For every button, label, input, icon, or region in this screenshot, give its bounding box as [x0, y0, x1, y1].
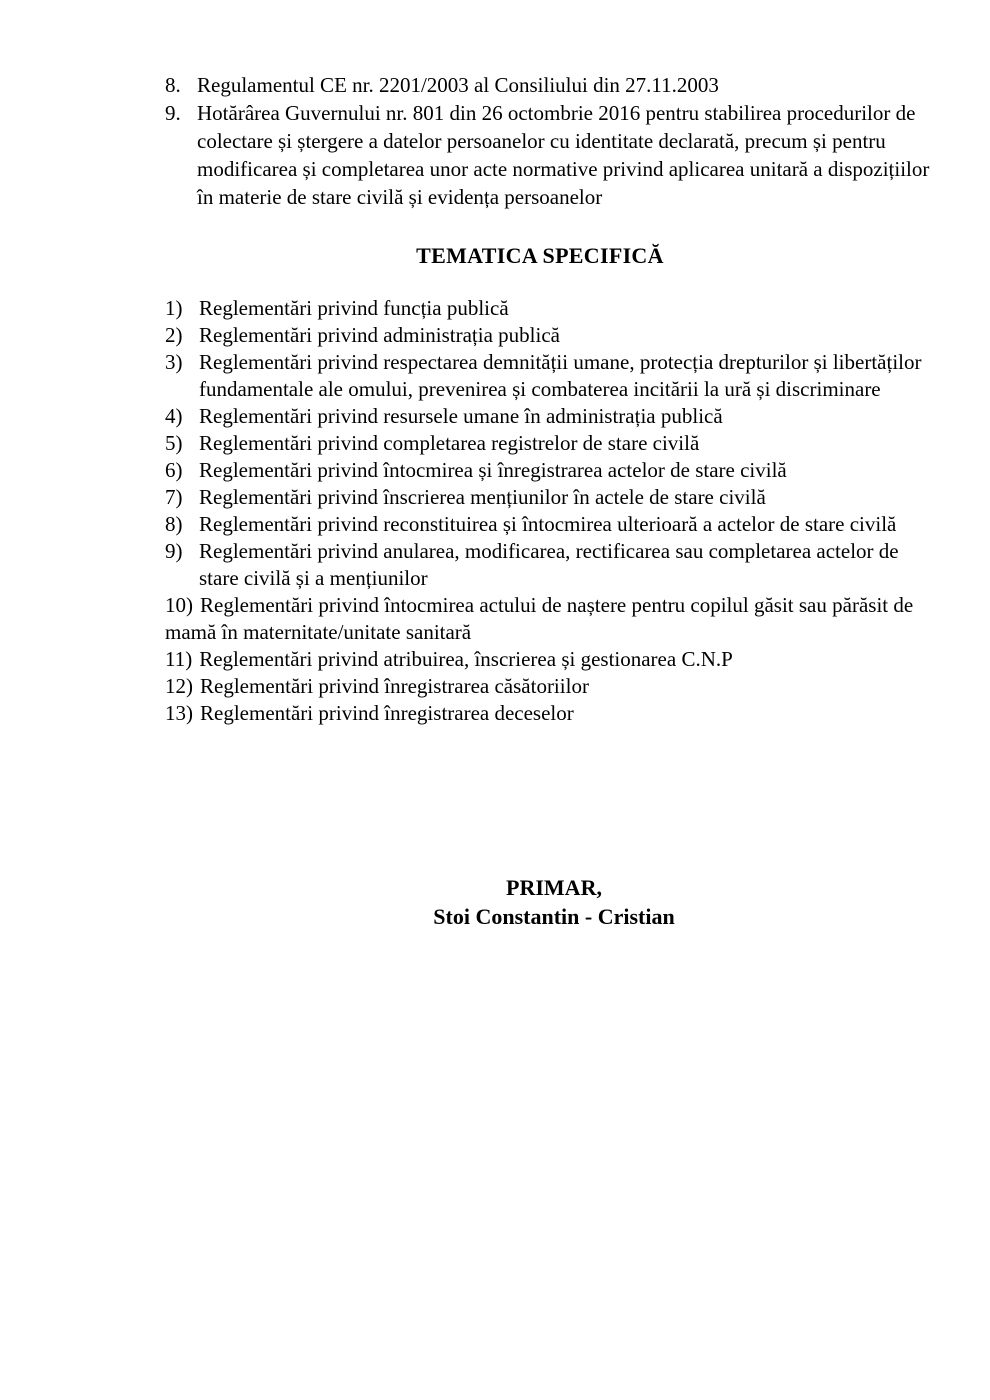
- list-item: [165, 322, 943, 349]
- specific-topics-list: [165, 295, 943, 727]
- list-item: [165, 592, 943, 646]
- list-item-text: Reglementări privind resursele umane în administrația publică: [199, 404, 723, 428]
- list-item: [165, 349, 943, 403]
- list-item-number: 6): [165, 458, 183, 482]
- list-item: [165, 430, 943, 457]
- list-item-text: Reglementări privind înscrierea mențiunilor în actele de stare civilă: [199, 485, 766, 509]
- list-item-number: 7): [165, 485, 183, 509]
- list-item-text: Regulamentul CE nr. 2201/2003 al Consiliului din 27.11.2003: [197, 73, 719, 97]
- list-item-number: 9): [165, 539, 183, 563]
- list-item: [165, 511, 943, 538]
- list-item: [165, 538, 943, 592]
- list-item-text: Reglementări privind administrația publică: [199, 323, 560, 347]
- list-item-text: Reglementări privind atribuirea, înscrierea și gestionarea C.N.P: [199, 647, 733, 671]
- list-item-text: Reglementări privind înregistrarea deceselor: [200, 701, 574, 725]
- list-item-number: 3): [165, 350, 183, 374]
- signature-block: [165, 873, 943, 931]
- legal-references-list: [165, 71, 943, 211]
- list-item-text: Reglementări privind respectarea demnității umane, protecția drepturilor și libertăților fundamentale ale omului, prevenirea și combaterea incitării la ură și discriminare: [199, 350, 922, 401]
- list-item: [165, 295, 943, 322]
- list-item-number: 12): [165, 674, 193, 698]
- list-item-text: Reglementări privind întocmirea actului de naștere pentru copilul găsit sau părăsit de mamă în maternitate/unitate sanitară: [165, 593, 914, 644]
- list-item-text: Hotărârea Guvernului nr. 801 din 26 octombrie 2016 pentru stabilirea procedurilor de colectare și ștergere a datelor persoanelor cu identitate declarată, precum și pentru modificarea și completarea unor acte normative privind aplicarea unitară a dispozițiilor în materie de stare civilă și evidența persoanelor: [197, 101, 930, 209]
- list-item-number: 9.: [165, 101, 181, 125]
- list-item: [165, 457, 943, 484]
- list-item-text: Reglementări privind reconstituirea și întocmirea ulterioară a actelor de stare civilă: [199, 512, 897, 536]
- section-title: TEMATICA SPECIFICĂ: [416, 243, 664, 268]
- list-item-number: 11): [165, 647, 193, 671]
- list-item: [165, 673, 943, 700]
- list-item-text: Reglementări privind funcția publică: [199, 296, 509, 320]
- list-item-number: 8.: [165, 73, 181, 97]
- list-item-number: 5): [165, 431, 183, 455]
- list-item: [165, 700, 943, 727]
- list-item-text: Reglementări privind completarea registrelor de stare civilă: [199, 431, 700, 455]
- list-item-number: 1): [165, 296, 183, 320]
- list-item-number: 4): [165, 404, 183, 428]
- list-item-number: 10): [165, 593, 193, 617]
- list-item-number: 13): [165, 701, 193, 725]
- signatory-role: PRIMAR,: [506, 875, 602, 900]
- list-item: [165, 403, 943, 430]
- list-item-text: Reglementări privind anularea, modificarea, rectificarea sau completarea actelor de stare civilă și a mențiunilor: [199, 539, 899, 590]
- list-item-text: Reglementări privind întocmirea și înregistrarea actelor de stare civilă: [199, 458, 787, 482]
- list-item-number: 8): [165, 512, 183, 536]
- list-item: [165, 99, 943, 211]
- list-item: [165, 646, 943, 673]
- list-item: [165, 484, 943, 511]
- list-item: [165, 71, 943, 99]
- list-item-text: Reglementări privind înregistrarea căsătoriilor: [200, 674, 589, 698]
- signatory-name: Stoi Constantin - Cristian: [433, 904, 675, 929]
- list-item-number: 2): [165, 323, 183, 347]
